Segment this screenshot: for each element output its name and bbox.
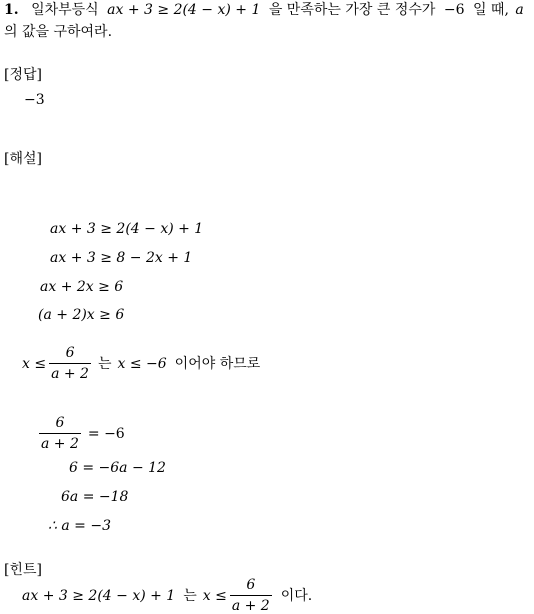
hint-line (22, 578, 312, 613)
solution-step-1: ax + 3 ≥ 2(4 − x) + 1 (50, 221, 204, 237)
cond-rhs: x ≤ −6 (117, 355, 167, 372)
problem-inequality: ax + 3 ≥ 2(4 − x) + 1 (107, 2, 261, 18)
cond-post: 이어야 하므로 (174, 355, 261, 372)
problem-number: 1. (4, 2, 19, 18)
solution-equation-2: 6 = −6a − 12 (69, 460, 166, 476)
solution-step-3: ax + 2x ≥ 6 (40, 279, 124, 295)
hint-mid: 는 (183, 587, 197, 604)
problem-var-a: a (515, 2, 524, 18)
hint-fraction (230, 578, 272, 613)
cond-mid: 는 (97, 355, 112, 372)
cond-fraction-num: 6 (65, 345, 75, 361)
hint-fraction-num: 6 (246, 577, 256, 593)
problem-largest-int: −6 (443, 2, 465, 18)
problem-text-post: 일 때, (472, 2, 509, 18)
problem-text-pre: 일차부등식 (31, 2, 99, 18)
solution-condition (22, 346, 260, 381)
cond-fraction-den: a + 2 (49, 363, 91, 381)
eq1-fraction-den: a + 2 (39, 433, 81, 451)
hint-heading: [힌트] (4, 562, 42, 578)
problem-text-mid: 을 만족하는 가장 큰 정수가 (268, 2, 436, 18)
solution-equation-3: 6a = −18 (61, 489, 129, 505)
answer-heading: [정답] (4, 67, 42, 83)
cond-lhs: x ≤ (22, 355, 47, 372)
hint-fraction-den: a + 2 (230, 595, 272, 613)
solution-step-4: (a + 2)x ≥ 6 (38, 307, 125, 323)
hint-post: 이다. (280, 587, 313, 604)
hint-lhs: x ≤ (202, 587, 227, 604)
solution-equation-4: ∴ a = −3 (48, 518, 111, 534)
cond-fraction (49, 346, 91, 381)
hint-expr: ax + 3 ≥ 2(4 − x) + 1 (22, 587, 176, 604)
solution-equation-1 (36, 416, 125, 451)
answer-value: −3 (24, 92, 45, 108)
eq1-fraction-num: 6 (55, 415, 65, 431)
solution-heading: [해설] (4, 151, 42, 167)
eq1-fraction (39, 416, 81, 451)
problem-line-1 (4, 3, 524, 17)
problem-line-2: 의 값을 구하여라. (4, 24, 113, 40)
eq1-rhs: = −6 (87, 425, 125, 442)
solution-step-2: ax + 3 ≥ 8 − 2x + 1 (50, 250, 193, 266)
